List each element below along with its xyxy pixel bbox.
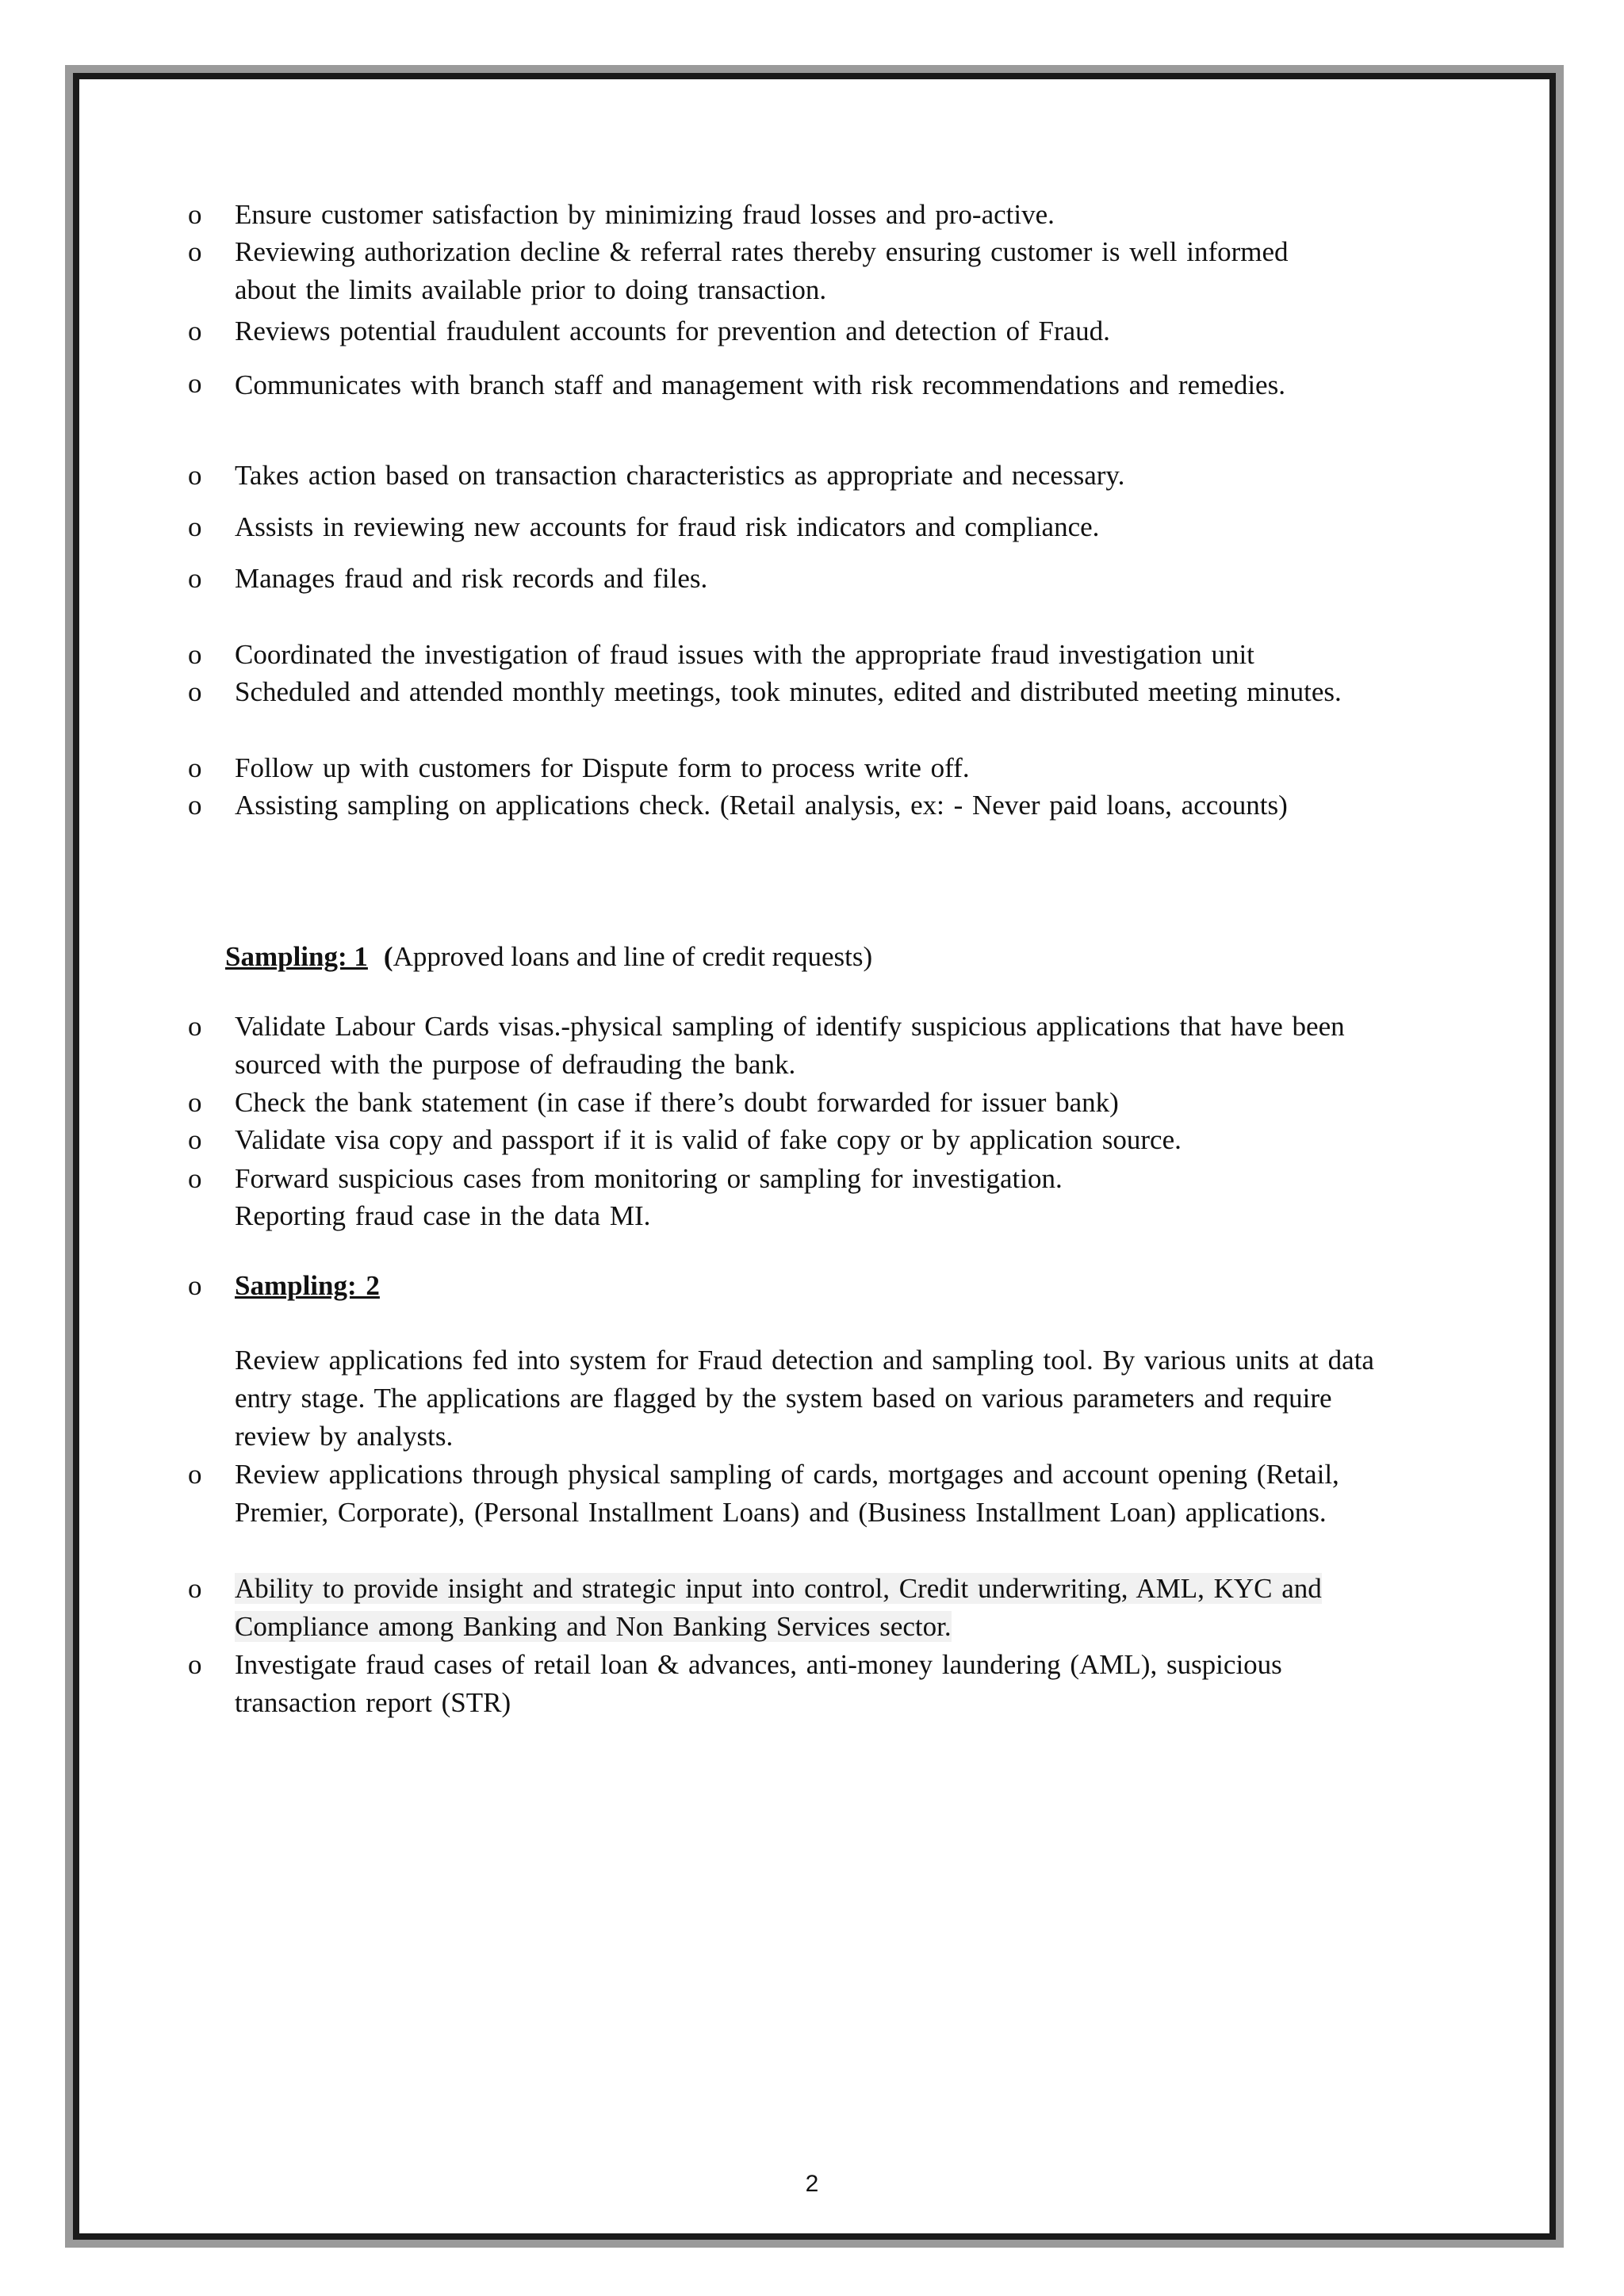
- bullet-marker: o: [188, 1270, 202, 1301]
- list-item: Communicates with branch staff and management with risk recommendations and remedies.: [235, 369, 1285, 400]
- list-item: Takes action based on transaction characteristics as appropriate and necessary.: [235, 460, 1125, 491]
- bullet-marker: o: [188, 563, 202, 594]
- bullet-marker: o: [188, 199, 202, 230]
- list-item: Manages fraud and risk records and files.: [235, 563, 708, 594]
- list-item: Scheduled and attended monthly meetings, took minutes, edited and distributed meeting minutes.: [235, 676, 1342, 707]
- section-subtitle: Approved loans and line of credit requests): [393, 941, 873, 972]
- section-heading-sampling-1: [225, 938, 872, 976]
- list-item: Follow up with customers for Dispute form to process write off.: [235, 752, 970, 783]
- list-item: Validate Labour Cards visas.-physical sampling of identify suspicious applications that have been sourced with the purpose of defrauding the bank.: [235, 1011, 1345, 1080]
- list-item: Validate visa copy and passport if it is valid of fake copy or by application source.: [235, 1124, 1182, 1155]
- list-item: Reviewing authorization decline & referral rates thereby ensuring customer is well informed about the limits available prior to doing transaction.: [235, 236, 1289, 305]
- highlighted-text: Ability to provide insight and strategic input into control, Credit underwriting, AML, KYC and Compliance among Banking and Non Banking Services sector.: [235, 1573, 1322, 1642]
- bullet-marker: o: [188, 511, 202, 542]
- list-item: [235, 1570, 1361, 1646]
- paren-open: (: [383, 941, 393, 972]
- bullet-marker: o: [188, 1459, 202, 1490]
- bullet-marker: o: [188, 790, 202, 821]
- list-item: Assists in reviewing new accounts for fraud risk indicators and compliance.: [235, 511, 1100, 542]
- bullet-marker: o: [188, 1124, 202, 1155]
- bullet-marker: o: [188, 1163, 202, 1194]
- list-item: Investigate fraud cases of retail loan & advances, anti-money laundering (AML), suspicious transaction report (STR): [235, 1649, 1282, 1718]
- bullet-marker: o: [188, 368, 202, 399]
- report-note: Reporting fraud case in the data MI.: [235, 1200, 651, 1231]
- bullet-marker: o: [188, 460, 202, 491]
- bullet-marker: o: [188, 1011, 202, 1042]
- bullet-marker: o: [188, 752, 202, 783]
- list-item: Forward suspicious cases from monitoring or sampling for investigation.: [235, 1163, 1063, 1194]
- bullet-marker: o: [188, 1649, 202, 1680]
- heading-label: Sampling: 1: [225, 941, 368, 972]
- section-intro: Review applications fed into system for Fraud detection and sampling tool. By various units at data entry stage. The applications are flagged by the system based on various parameters and require review by analysts.: [235, 1345, 1374, 1452]
- page-number: 2: [805, 2171, 819, 2197]
- bullet-marker: o: [188, 1087, 202, 1118]
- list-item: Coordinated the investigation of fraud issues with the appropriate fraud investigation unit: [235, 639, 1254, 670]
- list-item: Assisting sampling on applications check. (Retail analysis, ex: - Never paid loans, accounts): [235, 790, 1288, 821]
- bullet-marker: o: [188, 676, 202, 707]
- list-item: Check the bank statement (in case if there’s doubt forwarded for issuer bank): [235, 1087, 1119, 1118]
- bullet-marker: o: [188, 316, 202, 346]
- list-item: Review applications through physical sampling of cards, mortgages and account opening (Retail, Premier, Corporate), (Personal Installment Loans) and (Business Installment Loan) applications.: [235, 1459, 1339, 1528]
- list-item: Reviews potential fraudulent accounts for prevention and detection of Fraud.: [235, 316, 1110, 346]
- section-heading-sampling-2: Sampling: 2: [235, 1270, 380, 1301]
- list-item: Ensure customer satisfaction by minimizing fraud losses and pro-active.: [235, 199, 1055, 230]
- bullet-marker: o: [188, 236, 202, 267]
- bullet-marker: o: [188, 1573, 202, 1604]
- bullet-marker: o: [188, 639, 202, 670]
